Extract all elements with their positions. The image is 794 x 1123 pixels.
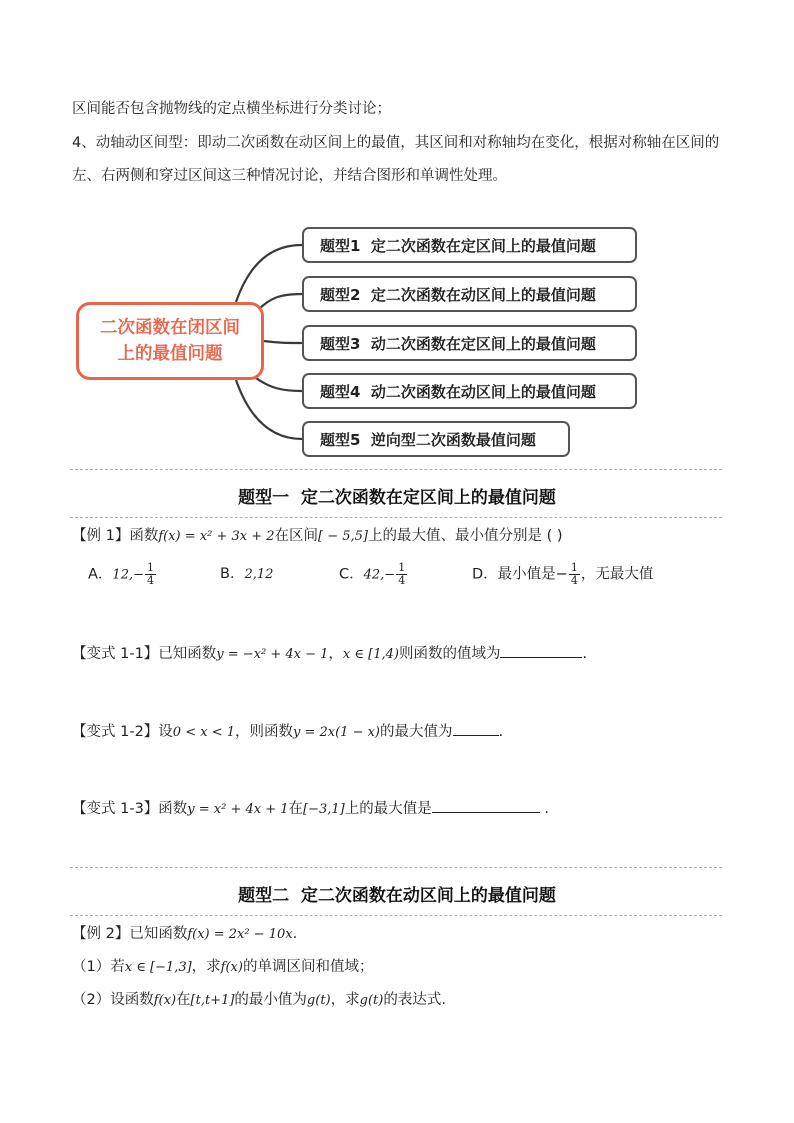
example-1-suffix: 上的最大值、最小值分别是 ( ) — [368, 528, 563, 544]
part-1-mid: ，求 — [191, 959, 221, 975]
option-d-label: D． — [472, 566, 498, 583]
answer-blank[interactable] — [500, 643, 582, 658]
part-2-suffix: 的表达式 — [383, 992, 442, 1008]
example-2-tag: 【例 2】 — [72, 926, 130, 942]
example-2-part-1 — [72, 955, 373, 976]
fraction-numerator: 1 — [147, 561, 154, 574]
variant-1-3-suffix: 上的最大值是 — [344, 801, 432, 817]
option-c — [339, 562, 408, 587]
mindmap-branch-1: 题型1 定二次函数在定区间上的最值问题 — [302, 227, 637, 263]
fraction-denominator: 4 — [398, 574, 406, 587]
connector-2 — [258, 294, 302, 310]
section-1-top-divider — [70, 469, 722, 470]
option-d-fraction — [569, 562, 580, 587]
answer-blank[interactable] — [453, 721, 499, 736]
variant-1-2-suffix: 的最大值为 — [380, 724, 453, 740]
option-a-label: A． — [88, 566, 113, 583]
variant-1-3-interval: [−3,1] — [303, 802, 345, 817]
variant-1-3-tag: 【变式 1-3】 — [72, 801, 159, 817]
variant-1-2-mid: ，则函数 — [235, 724, 293, 740]
mindmap-branch-3: 题型3 动二次函数在定区间上的最值问题 — [302, 325, 637, 361]
mindmap-branch-5: 题型5 逆向型二次函数最值问题 — [302, 421, 570, 457]
example-2-function: f(x) = 2x² − 10x — [187, 927, 293, 942]
example-1-question — [72, 524, 563, 545]
option-d — [472, 562, 653, 587]
section-2-bottom-divider — [70, 915, 722, 916]
part-2-mid: 在 — [176, 992, 191, 1008]
option-c-label: C． — [339, 566, 364, 583]
variant-1-2-condition: 0 < x < 1 — [172, 725, 235, 740]
variant-1-2-function: y = 2x(1 − x) — [293, 725, 381, 740]
variant-1-1-function: y = −x² + 4x − 1 — [216, 647, 329, 662]
example-1-mid: 在区间 — [274, 528, 319, 544]
part-1-label: （1）若 — [72, 959, 125, 975]
part-2-g-2: g(t) — [359, 993, 384, 1008]
example-1-function: f(x) = x² + 3x + 2 — [158, 529, 275, 544]
connector-3 — [264, 341, 302, 343]
option-a-fraction — [145, 562, 156, 587]
example-2-question: 【例 2】已知函数f(x) = 2x² − 10x. — [72, 926, 298, 942]
variant-1-2-tag: 【变式 1-2】 — [72, 724, 159, 740]
option-b-label: B． — [220, 566, 245, 582]
section-2-top-divider — [70, 867, 722, 868]
option-a-value: 12,− — [112, 567, 144, 583]
intro-line-2: 4、动轴动区间型：即动二次函数在动区间上的最值，其区间和对称轴均在变化，根据对称轴在区间的左、右两侧和穿过区间这三种情况讨论，并结合图形和单调性处理。 — [72, 135, 720, 184]
option-d-text-2: ，无最大值 — [580, 566, 654, 583]
part-1-suffix: 的单调区间和值域； — [242, 959, 374, 975]
part-2-g: g(t) — [306, 993, 331, 1008]
part-1-function: f(x) — [220, 960, 243, 975]
variant-1-3: 【变式 1-3】函数y = x² + 4x + 1在[−3,1]上的最大值是 . — [72, 797, 549, 818]
connector-5 — [236, 380, 302, 439]
variant-1-1-suffix: 则函数的值域为 — [398, 646, 501, 662]
section-1-title: 题型一 定二次函数在定区间上的最值问题 — [238, 488, 556, 508]
part-2-function: f(x) — [153, 993, 177, 1008]
part-2-mid-2: 的最小值为 — [234, 992, 307, 1008]
fraction-numerator: 1 — [398, 561, 406, 574]
section-2-title: 题型二 定二次函数在动区间上的最值问题 — [238, 886, 556, 906]
variant-1-3-mid: 在 — [288, 801, 304, 817]
variant-1-1-tag: 【变式 1-1】 — [72, 646, 159, 662]
variant-1-1-separator: ， — [328, 646, 343, 662]
option-c-value: 42,− — [363, 567, 396, 583]
example-2-part-2: （2）设函数f(x)在[t,t+1]的最小值为g(t)，求g(t)的表达式. — [72, 992, 446, 1008]
variant-1-3-function: y = x² + 4x + 1 — [187, 802, 289, 817]
option-b-value: 2,12 — [244, 567, 274, 582]
example-1-prefix: 函数 — [129, 528, 159, 544]
example-1-tag: 【例 1】 — [72, 528, 130, 544]
part-2-interval: [t,t+1] — [190, 993, 235, 1008]
mindmap-center-line-1: 二次函数在闭区间 — [100, 318, 240, 338]
variant-1-2-prefix: 设 — [158, 724, 173, 740]
part-2-label: （2）设函数 — [72, 992, 154, 1008]
example-2-prefix: 已知函数 — [129, 926, 188, 942]
option-c-fraction — [396, 562, 407, 587]
variant-1-1-domain: x ∈ [1,4) — [342, 647, 399, 662]
part-2-mid-3: ，求 — [330, 992, 360, 1008]
example-1-options — [88, 556, 708, 588]
variant-1-3-prefix: 函数 — [158, 801, 188, 817]
option-b — [220, 562, 273, 583]
part-1-condition: x ∈ [−1,3] — [124, 960, 192, 975]
option-a — [88, 562, 157, 587]
fraction-denominator: 4 — [147, 574, 154, 587]
fraction-numerator: 1 — [570, 561, 578, 574]
mindmap-center-line-2: 上的最值问题 — [117, 344, 223, 364]
variant-1-1: 【变式 1-1】已知函数y = −x² + 4x − 1，x ∈ [1,4)则函数的值域为 . — [72, 642, 587, 663]
mindmap-branch-4: 题型4 动二次函数在动区间上的最值问题 — [302, 373, 637, 409]
fraction-denominator: 4 — [570, 574, 578, 587]
intro-line-1: 区间能否包含抛物线的定点横坐标进行分类讨论； — [72, 101, 391, 117]
example-1-interval: [ − 5,5] — [318, 529, 369, 544]
variant-1-2: 【变式 1-2】设0 < x < 1，则函数y = 2x(1 − x)的最大值为 . — [72, 720, 503, 741]
option-d-text-1: 最小值是− — [497, 566, 568, 583]
answer-blank[interactable] — [432, 798, 540, 813]
variant-1-1-prefix: 已知函数 — [158, 646, 217, 662]
mindmap-center-topic — [76, 302, 264, 380]
connector-4 — [256, 378, 302, 391]
section-1-bottom-divider — [70, 517, 722, 518]
mindmap-branch-2: 题型2 定二次函数在动区间上的最值问题 — [302, 276, 637, 312]
